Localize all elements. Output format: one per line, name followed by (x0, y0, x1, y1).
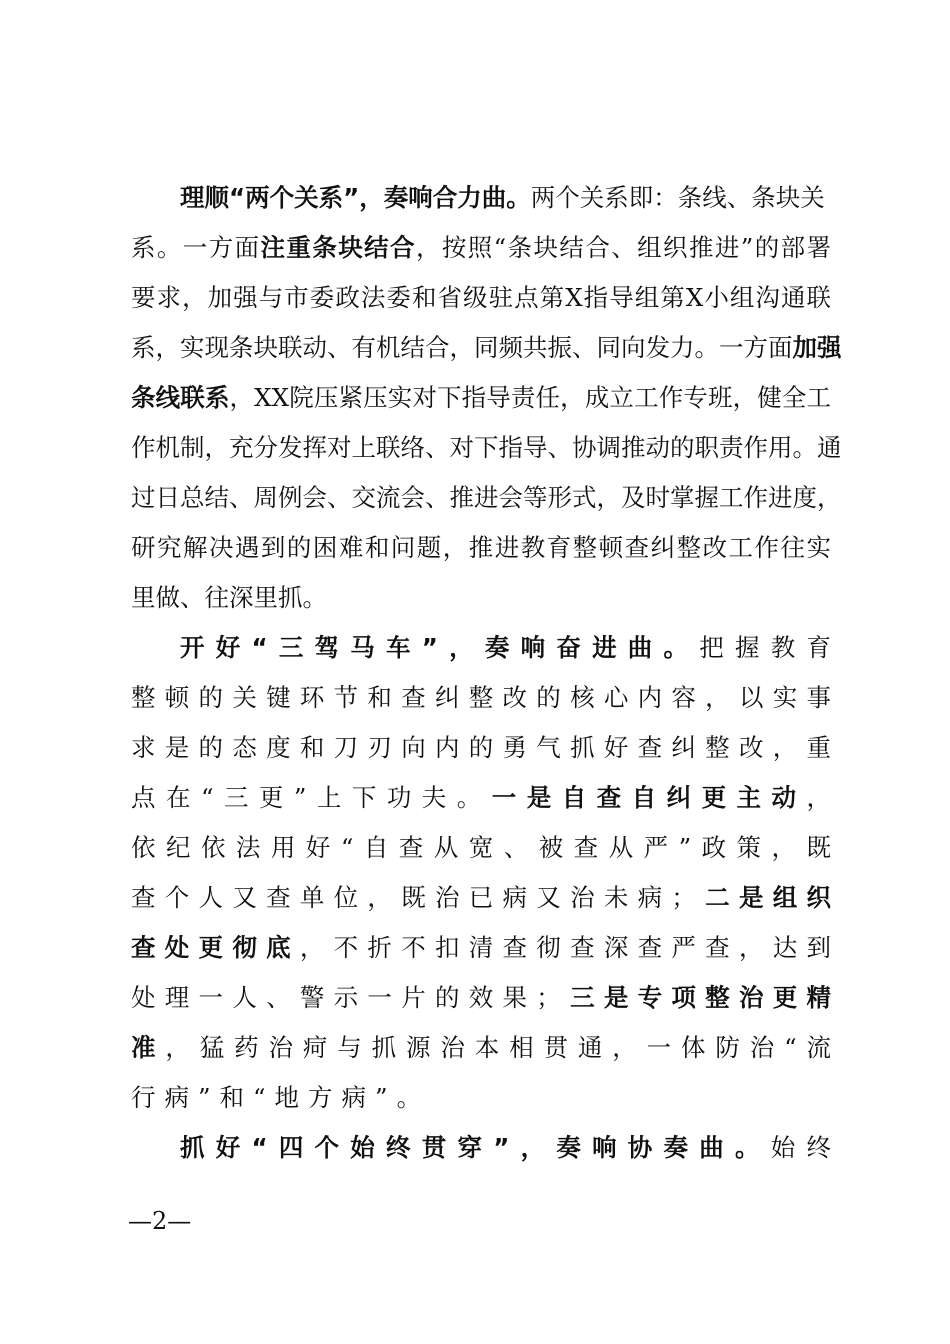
paragraph-2-line-10: 行病”和“地方病”。 (131, 1083, 431, 1112)
paragraph-2-line-9: 准，猛药治疴与抓源治本相贯通，一体防治“流 (131, 1033, 831, 1062)
paragraph-3-line-1: 抓好“四个始终贯穿”，奏响协奏曲。始终 (180, 1133, 832, 1162)
emphasis-er-shi: 二是组织 (695, 883, 832, 912)
paragraph-1-line-9: 里做、往深里抓。 (131, 583, 327, 612)
paragraph-1-line-6: 作机制，充分发挥对上联络、对下指导、协调推动的职责作用。通 (131, 433, 842, 462)
paragraph-1-line-7: 过日总结、周例会、交流会、推进会等形式，及时掌握工作进度， (131, 483, 842, 512)
page-number: —2— (128, 1207, 192, 1235)
emphasis-yi-shi: 一是自查自纠更主动 (491, 783, 807, 812)
emphasis-tiaoxian: 条线联系 (131, 383, 230, 412)
paragraph-1-line-2: 系。一方面注重条块结合，按照“条块结合、组织推进”的部署 (131, 233, 831, 262)
emphasis-san-shi: 三是专项整治更精 (560, 983, 832, 1012)
paragraph-2-line-6: 查个人又查单位，既治已病又治未病；二是组织 (131, 883, 832, 912)
paragraph-2-line-3: 求是的态度和刀刃向内的勇气抓好查纠整改，重 (131, 733, 831, 762)
paragraph-1-line-1: 理顺“两个关系”，奏响合力曲。两个关系即：条线、条块关 (180, 183, 825, 212)
emphasis-san-shi-cont: 准 (131, 1033, 166, 1062)
emphasis-tiao-kuai: 注重条块结合 (260, 233, 416, 262)
paragraph-2-line-4: 点在“三更”上下功夫。一是自查自纠更主动， (131, 783, 831, 812)
paragraph-2-line-2: 整顿的关键环节和查纠整改的核心内容，以实事 (131, 683, 831, 712)
paragraph-1-line-3: 要求，加强与市委政法委和省级驻点第X指导组第X小组沟通联 (131, 283, 831, 312)
paragraph-2-line-5: 依纪依法用好“自查从宽、被查从严”政策，既 (131, 833, 831, 862)
paragraph-2-line-1: 开好“三驾马车”，奏响奋进曲。把握教育 (180, 633, 832, 662)
paragraph-1-line-8: 研究解决遇到的困难和问题，推进教育整顿查纠整改工作往实 (131, 533, 831, 562)
paragraph-1-line-5: 条线联系，XX院压紧压实对下指导责任，成立工作专班，健全工 (131, 383, 832, 412)
paragraph-2-line-7: 查处更彻底，不折不扣清查彻查深查严查，达到 (131, 933, 831, 962)
paragraph-1-line-4: 系，实现条块联动、有机结合，同频共振、同向发力。一方面加强 (131, 333, 842, 362)
paragraph-1-heading: 理顺“两个关系”，奏响合力曲。 (180, 183, 531, 212)
emphasis-jiaqiang: 加强 (792, 333, 842, 362)
emphasis-er-shi-cont: 查处更彻底 (131, 933, 300, 962)
paragraph-3-heading: 抓好“四个始终贯穿”，奏响协奏曲。 (180, 1133, 771, 1162)
paragraph-2-line-8: 处理一人、警示一片的效果；三是专项整治更精 (131, 983, 832, 1012)
paragraph-2-heading: 开好“三驾马车”，奏响奋进曲。 (180, 633, 700, 662)
